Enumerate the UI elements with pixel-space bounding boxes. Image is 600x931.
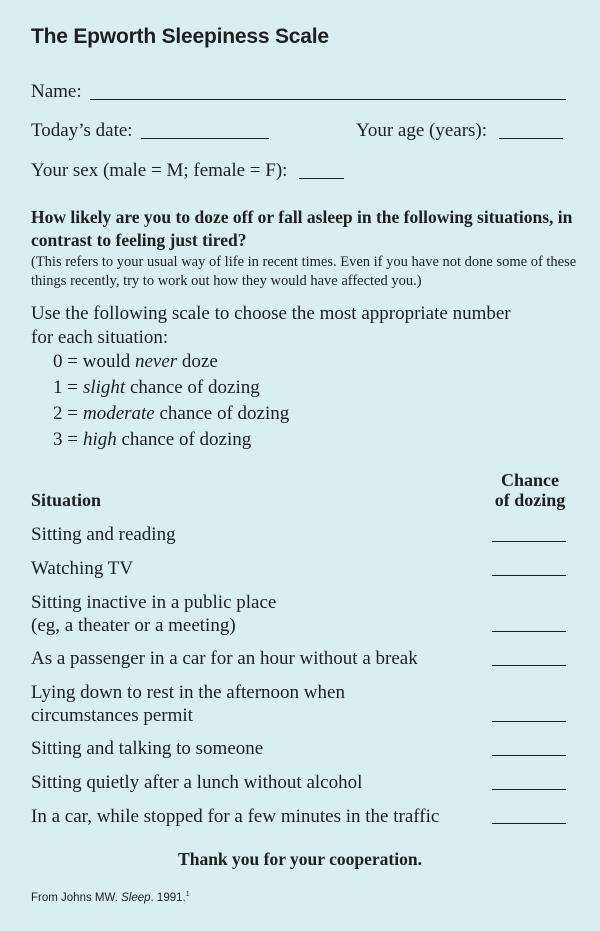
situation-text: Sitting inactive in a public place [31,592,277,613]
score-field-7[interactable] [492,789,566,790]
scale-emphasis: slight [82,377,126,398]
scale-intro: Use the following scale to choose the most appropriate number for each situation: [31,303,511,348]
situation-text: In a car, while stopped for a few minutes in the traffic [31,806,440,827]
situation-row [31,557,481,580]
scale-item-3 [53,429,251,451]
score-field-4[interactable] [492,665,566,666]
instruction-note: (This refers to your usual way of life in recent times. Even if you have not done some of these things recently, try to work out how they would have affected you.) [31,254,577,289]
situation-text: Lying down to rest in the afternoon when [31,682,345,703]
sex-label: Your sex (male = M; female = F): [31,160,288,181]
chance-header-line2: of dozing [494,490,566,510]
scale-post: chance of dozing [159,403,290,424]
situation-header: Situation [31,490,102,510]
situation-text: Sitting quietly after a lunch without alcohol [31,772,363,793]
situation-text-line2: circumstances permit [31,705,193,726]
citation-journal: Sleep [121,891,151,904]
situation-text: Sitting and talking to someone [31,738,264,759]
score-field-2[interactable] [492,575,566,576]
thank-you-text: Thank you for your cooperation. [178,849,422,869]
situation-row [31,523,481,546]
question-text: How likely are you to doze off or fall asleep in the following situations, in contrast to feeling just tired? [31,207,573,250]
scale-emphasis: never [134,351,178,372]
score-field-8[interactable] [492,823,566,824]
scale-pre: would [82,351,131,372]
situation-row [31,681,481,727]
chance-header-line1: Chance [501,470,559,490]
sex-field[interactable] [299,178,344,179]
situation-text: As a passenger in a car for an hour without a break [31,648,418,669]
citation-year: . 1991. [150,891,186,904]
source-citation [31,891,190,904]
score-field-5[interactable] [492,721,566,722]
situation-row [31,771,481,794]
situation-row [31,591,481,637]
citation-ref: 1 [185,891,190,898]
date-label: Today’s date: [31,120,133,141]
situation-row [31,737,481,760]
situation-text: Sitting and reading [31,524,176,545]
scale-item-2 [53,403,289,425]
score-field-3[interactable] [492,631,566,632]
scale-post: chance of dozing [129,377,260,398]
form-title: The Epworth Sleepiness Scale [31,25,329,48]
chance-header [490,470,570,510]
name-label: Name: [31,81,82,102]
scale-item-0 [53,351,218,373]
scale-number: 3 = [53,429,78,450]
situation-row [31,647,491,670]
date-field[interactable] [141,138,269,139]
scale-number: 2 = [53,403,78,424]
citation-text: From Johns MW. [31,891,118,904]
scale-post: chance of dozing [121,429,252,450]
name-field[interactable] [90,99,566,100]
situation-row [31,805,491,828]
scale-number: 0 = [53,351,78,372]
score-field-1[interactable] [492,541,566,542]
scale-number: 1 = [53,377,78,398]
scale-post: doze [181,351,218,372]
age-label: Your age (years): [356,120,488,141]
scale-emphasis: moderate [82,403,155,424]
situation-text-line2: (eg, a theater or a meeting) [31,615,236,636]
scale-item-1 [53,377,260,399]
score-field-6[interactable] [492,755,566,756]
scale-emphasis: high [82,429,117,450]
age-field[interactable] [499,138,563,139]
situation-text: Watching TV [31,558,134,579]
